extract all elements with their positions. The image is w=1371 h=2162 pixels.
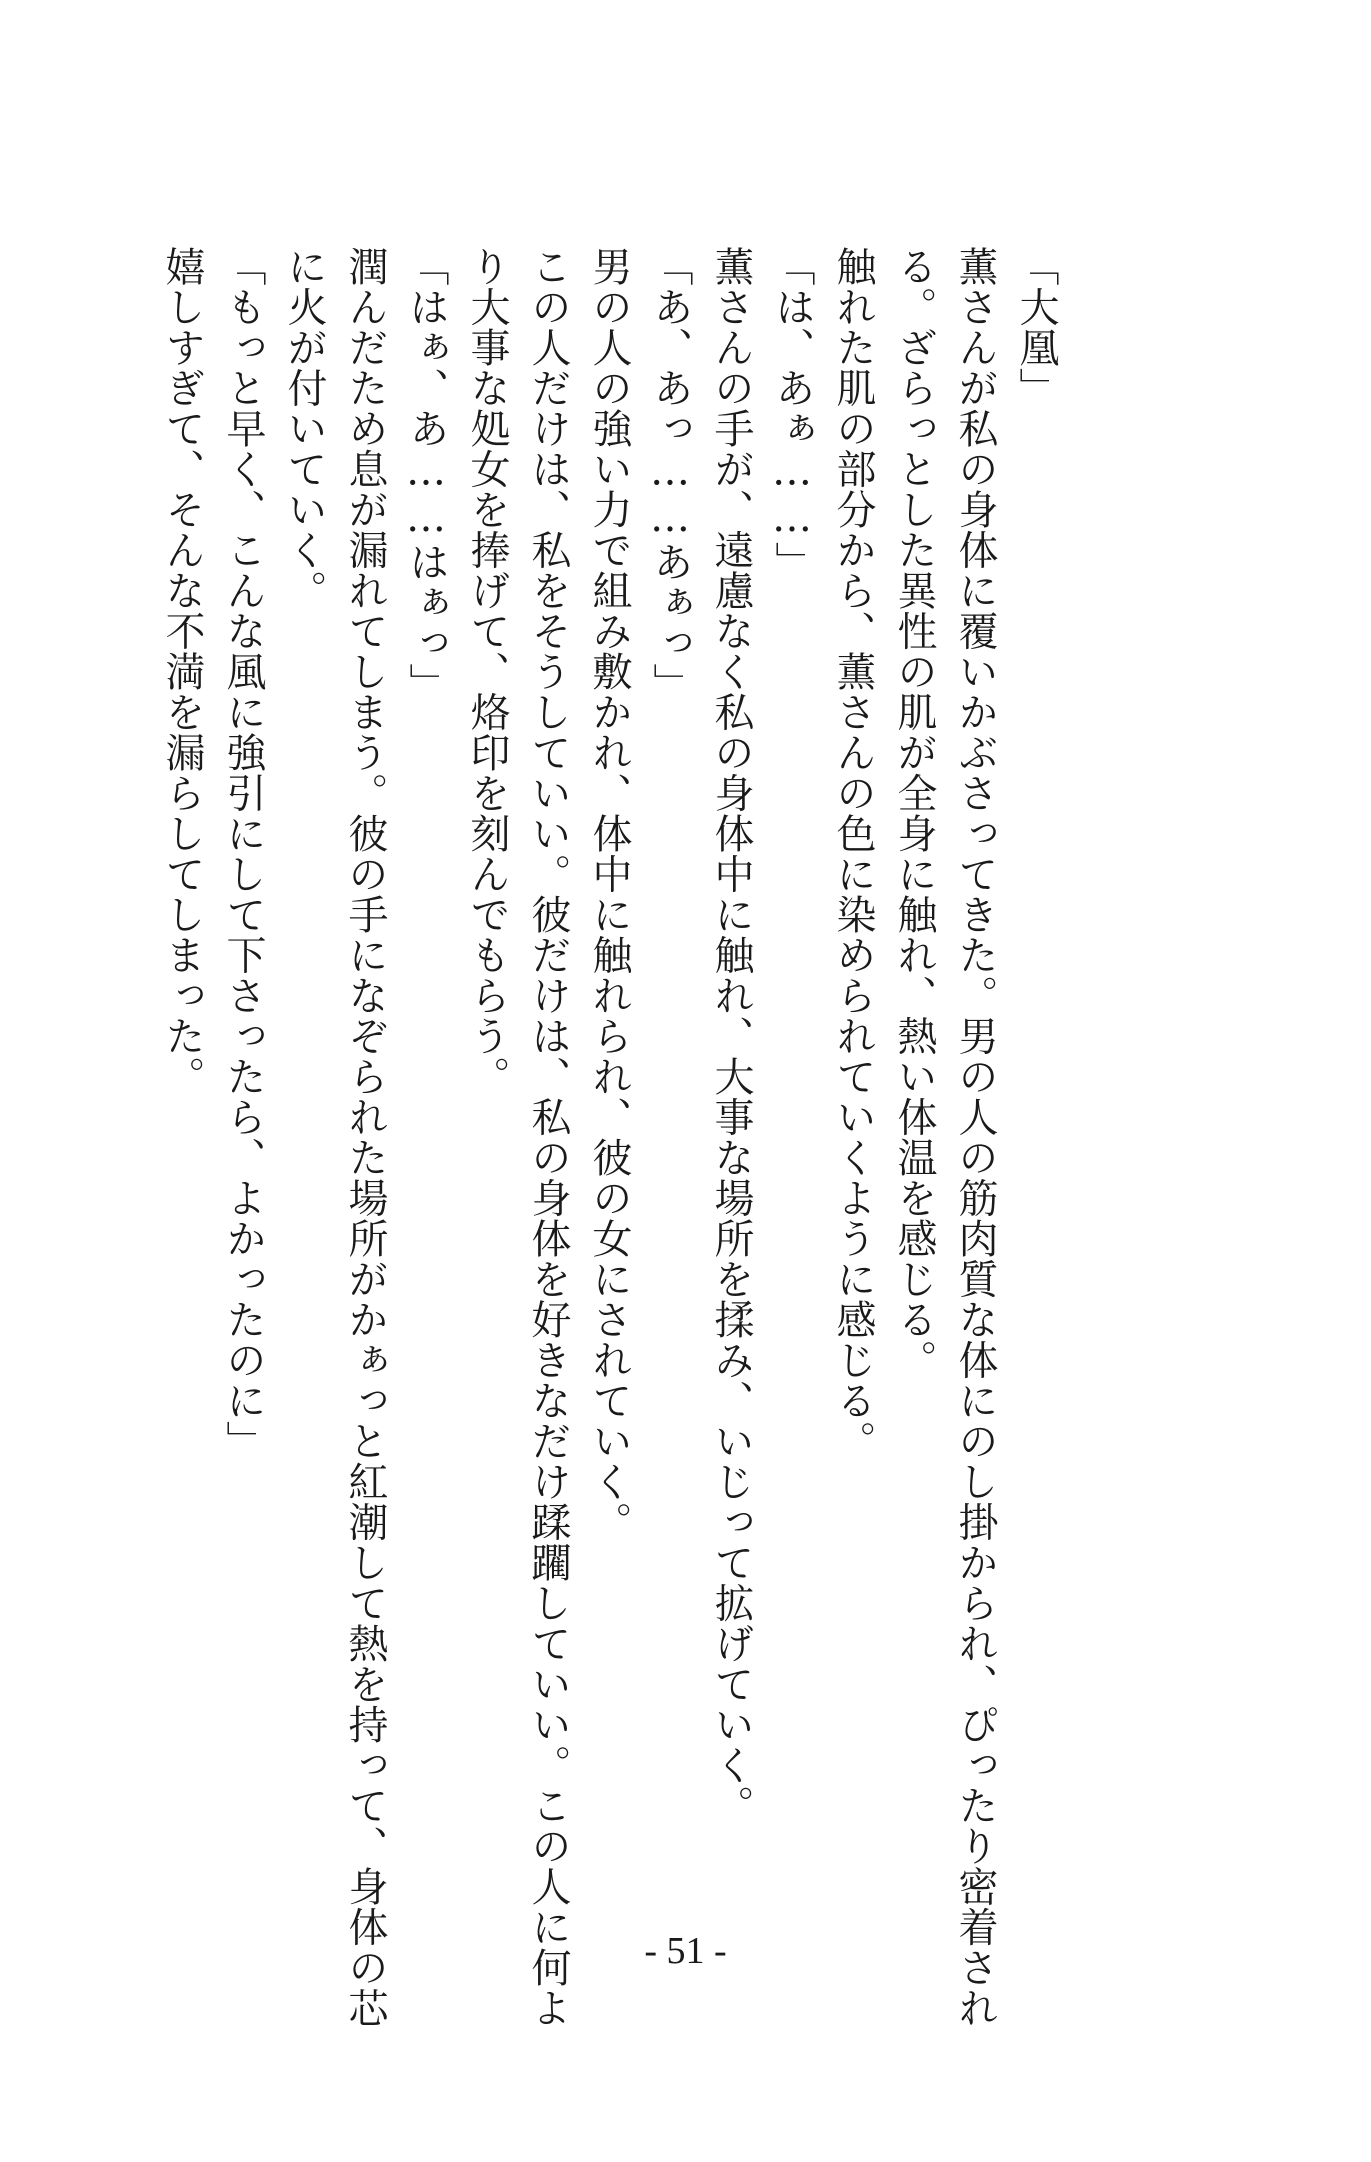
text-line: 嬉しすぎて、そんな不満を漏らしてしまった。: [159, 246, 205, 1097]
text-line: 潤んだため息が漏れてしまう。彼の手になぞられた場所がかぁっと紅潮して熱を持って、身体の芯: [342, 246, 388, 2028]
text-line: 薫さんの手が、遠慮なく私の身体中に触れ、大事な場所を揉み、いじって拡げていく。: [708, 246, 754, 1826]
text-line: り大事な処女を捧げて、烙印を刻んでもらう。: [464, 246, 510, 1097]
text-line: 触れた肌の部分から、薫さんの色に染められていくように感じる。: [830, 246, 876, 1461]
text-line: る。ざらっとした異性の肌が全身に触れ、熱い体温を感じる。: [891, 246, 937, 1380]
text-line: 「大凰」: [1013, 246, 1059, 408]
text-line: この人だけは、私をそうしていい。彼だけは、私の身体を好きなだけ蹂躙していい。この人に何よ: [525, 246, 571, 2028]
text-line: 男の人の強い力で組み敷かれ、体中に触れられ、彼の女にされていく。: [586, 246, 632, 1542]
text-line: 「は、あぁ……」: [769, 246, 815, 582]
page-number: - 51 -: [644, 1930, 727, 1972]
text-line: 「もっと早く、こんな風に強引にして下さったら、よかったのに」: [220, 246, 266, 1461]
text-line: 薫さんが私の身体に覆いかぶさってきた。男の人の筋肉質な体にのし掛かられ、ぴったり密着され: [952, 246, 998, 2028]
text-line: に火が付いていく。: [281, 246, 327, 611]
text-line: 「あ、あっ……あぁっ」: [647, 246, 693, 704]
text-line: 「はぁ、あ……はぁっ」: [403, 246, 449, 704]
